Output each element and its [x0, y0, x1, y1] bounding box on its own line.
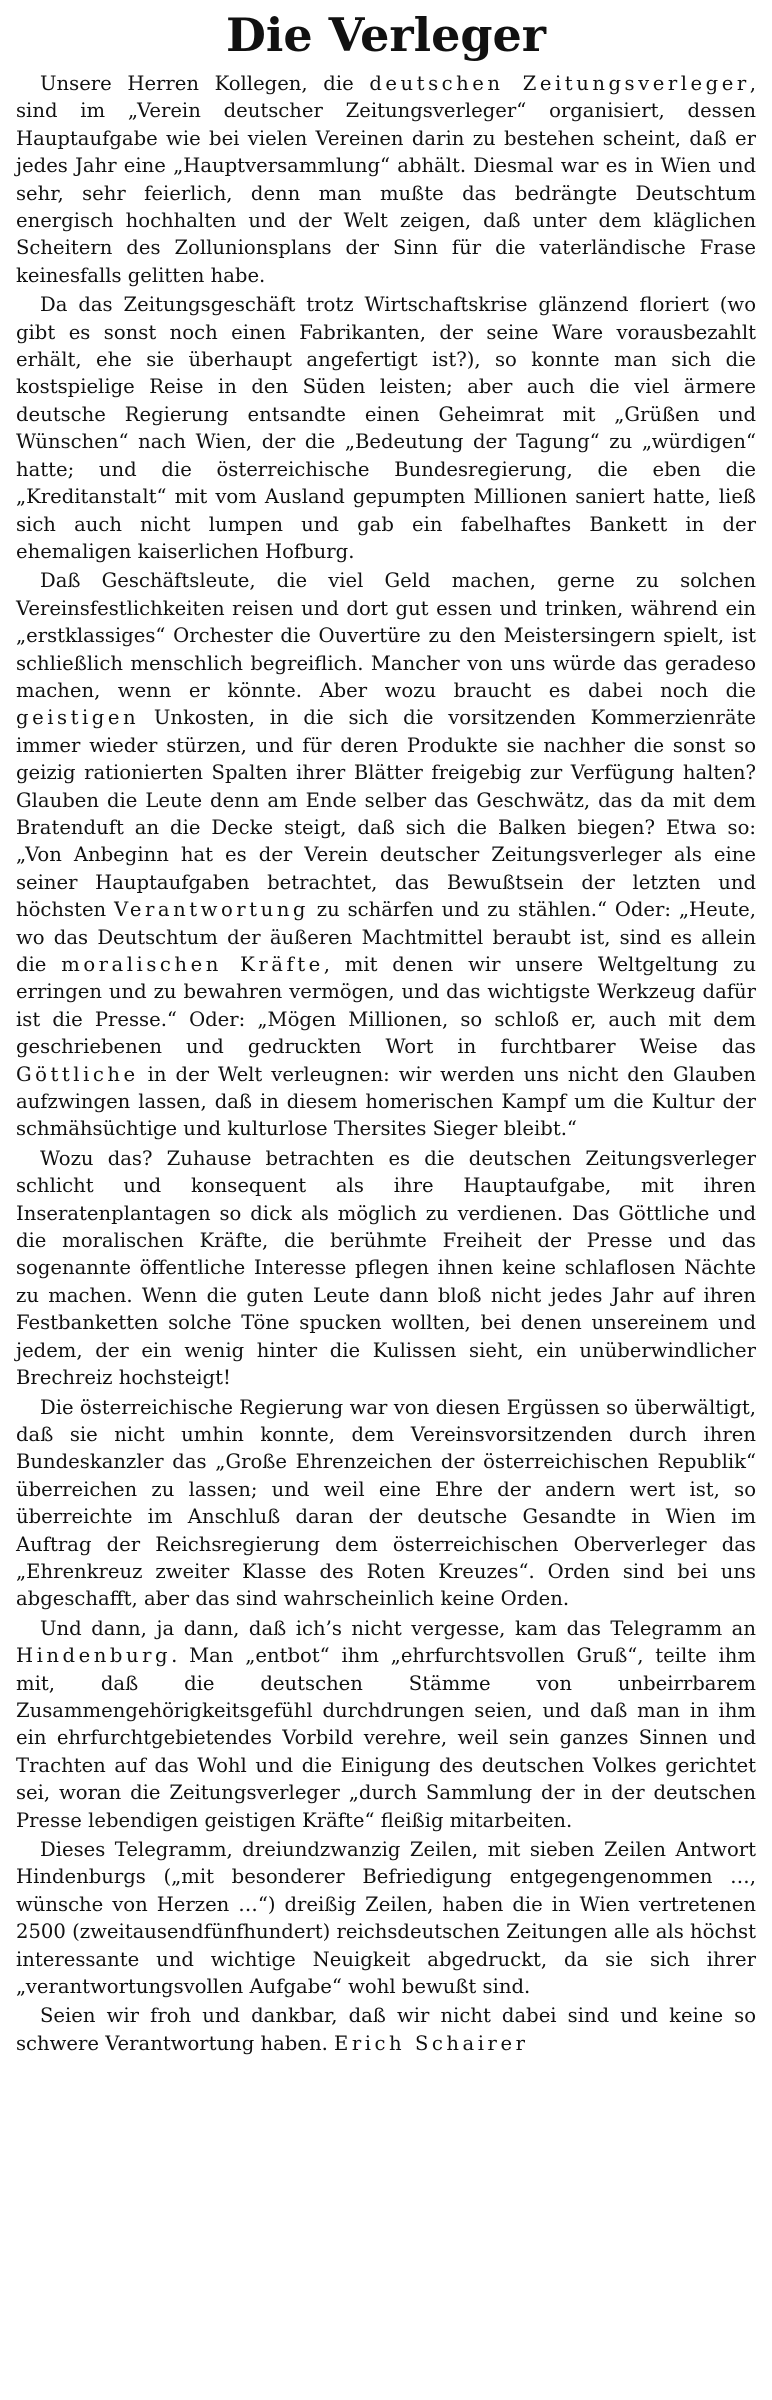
paragraph [16, 1394, 756, 1613]
article-body [16, 70, 756, 2057]
paragraph [16, 2002, 756, 2057]
paragraph [16, 1145, 756, 1392]
spaced-emphasis: deutschen Zeitungsverleger [369, 72, 750, 95]
text-run: . Man „entbot“ ihm „ehrfurchtsvollen Gruß“, teilte ihm mit, daß die deutschen Stämme von unbeirrbarem Zusammengehörigkeitsgefühl durchdrungen seien, und daß man in ihm ein ehrfurchtgebietendes Vorbild verehre, weil sein ganzes Sinnen und Trachten auf das Wohl und die Einigung des deutschen Volkes gerichtet sei, woran die Zeitungsverleger „durch Sammlung der in der deutschen Presse lebendigen geistigen Kräfte“ fleißig mitarbeiten. [16, 1644, 756, 1832]
text-run: Seien wir froh und dankbar, daß wir nicht dabei sind und keine so schwere Verantwortung haben. [16, 2004, 756, 2055]
text-run: Unkosten, in die sich die vorsitzenden Kommerzienräte immer wieder stürzen, und für deren Produkte sie nachher die sonst so geizig rationierten Spalten ihrer Blätter freigebig zur Verfügung halten? Glauben die Leute denn am Ende selber das Geschwätz, das da mit dem Bratenduft an die Decke steigt, daß sich die Balken biegen? Etwa so: „Von Anbeginn hat es der Verein deutscher Zeitungsverleger als eine seiner Hauptaufgaben betrachtet, das Bewußtsein der letzten und höchsten [16, 706, 756, 922]
spaced-emphasis: Verantwortung [114, 898, 309, 922]
spaced-emphasis: moralischen Kräfte [61, 953, 324, 976]
author-signature: Erich Schairer [334, 2031, 529, 2055]
text-run: in der Welt verleugnen: wir werden uns nicht den Glauben aufzwingen lassen, daß in diesem homerischen Kampf um die Kultur der schmähsüchtige und kulturlose Thersites Sieger bleibt.“ [16, 1062, 756, 1141]
paragraph [16, 70, 756, 289]
text-run: Da das Zeitungsgeschäft trotz Wirtschaftskrise glänzend floriert (wo gibt es sonst noch einen Fabrikanten, der seine Ware vorausbezahlt erhält, ehe sie überhaupt angefertigt ist?), so konnte man sich die kostspielige Reise in den Süden leisten; aber auch die viel ärmere deutsche Regierung entsandte einen Geheimrat mit „Grüßen und Wünschen“ nach Wien, der die „Bedeutung der Tagung“ zu „würdigen“ hatte; und die österreichische Bundesregierung, die eben die „Kreditanstalt“ mit vom Ausland gepumpten Millionen saniert hatte, ließ sich auch nicht lumpen und gab ein fabelhaftes Bankett in der ehemaligen kaiserlichen Hofburg. [16, 293, 756, 563]
paragraph [16, 1836, 756, 2000]
paragraph [16, 1615, 756, 1834]
spaced-emphasis: geistigen [16, 706, 140, 730]
text-run: zu schärfen und zu stählen.“ Oder: „Heute, wo das Deutschtum der äußeren Machtmittel beraubt ist, sind es allein die [16, 898, 756, 976]
article-title: Die Verleger [225, 8, 547, 62]
spaced-emphasis: Hindenburg [16, 1644, 172, 1668]
spaced-emphasis: Göttliche [16, 1062, 139, 1086]
paragraph [16, 291, 756, 565]
paragraph [16, 567, 756, 1143]
text-run: Unsere Herren Kollegen, die [40, 72, 370, 95]
text-run: Dieses Telegramm, dreiundzwanzig Zeilen, mit sieben Zeilen Antwort Hindenburgs („mit besonderer Befriedigung entgegengenommen …, wünsche von Herzen …“) dreißig Zeilen, haben die in Wien vertretenen 2500 (zweitausendfünfhundert) reichsdeutschen Zeitungen alle als höchst interessante und wichtige Neuigkeit abgedruckt, da sie sich ihrer „verantwortungsvollen Aufgabe“ wohl bewußt sind. [16, 1838, 756, 1999]
text-run: Wozu das? Zuhause betrachten es die deutschen Zeitungsverleger schlicht und konsequent als ihre Hauptaufgabe, mit ihren Inseratenplantagen so dick als möglich zu verdienen. Das Göttliche und die moralischen Kräfte, die berühmte Freiheit der Presse und das sogenannte öffentliche Interesse pflegen ihnen keine schlaflosen Nächte zu machen. Wenn die guten Leute dann bloß nicht jedes Jahr auf ihren Festbanketten solche Töne spucken wollten, bei denen unsereinem und jedem, der ein wenig hinter die Kulissen sieht, ein unüberwindlicher Brechreiz hochsteigt! [16, 1146, 756, 1390]
text-run: Und dann, ja dann, daß ich’s nicht vergesse, kam das Telegramm an [40, 1616, 756, 1640]
text-run: , sind im „Verein deutscher Zeitungsverleger“ organisiert, dessen Hauptaufgabe wie bei vielen Vereinen darin zu bestehen scheint, daß er jedes Jahr eine „Hauptversammlung“ abhält. Diesmal war es in Wien und sehr, sehr feierlich, denn man mußte das bedrängte Deutschtum energisch hochhalten und der Welt zeigen, daß unter dem kläglichen Scheitern des Zollunionsplans der Sinn für die vaterländische Frase keinesfalls gelitten habe. [16, 72, 756, 287]
text-run: , mit denen wir unsere Weltgeltung zu erringen und zu bewahren vermögen, und das wichtigste Werkzeug dafür ist die Presse.“ Oder: „Mögen Millionen, so schloß er, auch mit dem geschriebenen und gedruckten Wort in furchtbarer Weise das [16, 953, 756, 1059]
text-run: Die österreichische Regierung war von diesen Ergüssen so überwältigt, daß sie nicht umhin konnte, dem Vereinsvorsitzenden durch ihren Bundeskanzler das „Große Ehrenzeichen der österreichischen Republik“ überreichen zu lassen; und weil eine Ehre der andern wert ist, so überreichte im Anschluß daran der deutsche Gesandte in Wien im Auftrag der Reichsregierung dem österreichischen Oberverleger das „Ehrenkreuz zweiter Klasse des Roten Kreuzes“. Orden sind bei uns abgeschafft, aber das sind wahrscheinlich keine Orden. [16, 1395, 756, 1611]
text-run: Daß Geschäftsleute, die viel Geld machen, gerne zu solchen Vereinsfestlichkeiten reisen und dort gut essen und trinken, während ein „erstklassiges“ Orchester die Ouvertüre zu den Meistersingern spielt, ist schließlich menschlich begreiflich. Mancher von uns würde das geradeso machen, wenn er könnte. Aber wozu braucht es dabei noch die [16, 569, 756, 702]
